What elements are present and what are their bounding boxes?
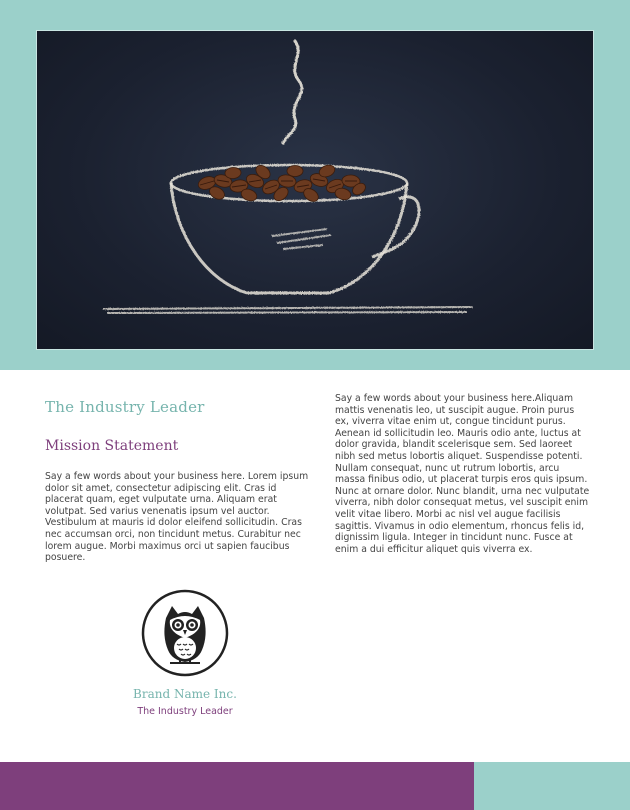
- footer-purple-band: [0, 762, 474, 810]
- brand-block: [100, 588, 270, 717]
- mission-statement-heading: Mission Statement: [45, 438, 179, 454]
- right-body-text: Say a few words about your business here.Aliquam mattis venenatis leo, ut suscipit augue. Proin purus ex, viverra vitae enim ut, congue tincidunt purus. Aenean id sollicitudin leo. Mauris odio ante, luctus at dolor gravida, blandit scelerisque sem. Sed laoreet nibh sed metus lobortis aliquet. Suspendisse potenti. Nullam consequat, nunc ut rutrum lobortis, arcu massa finibus odio, ut placerat turpis eros quis ipsum. Nunc at ornare dolor. Nunc blandit, urna nec vulputate viverra, nibh dolor consequat metus, vel suscipit enim velit vitae libero. Morbi ac nisl vel augue facilisis sagittis. Vivamus in odio elementum, rhoncus felis id, dignissim ligula. Integer in tincidunt nunc. Fusce at enim a dui efficitur aliquet quis viverra ex.: [335, 393, 590, 555]
- brand-name: Brand Name Inc.: [133, 687, 237, 701]
- chalk-coffee-cup-icon: [37, 31, 593, 349]
- hero-image: [36, 30, 594, 350]
- page-heading: The Industry Leader: [45, 398, 205, 416]
- mission-statement-text: Say a few words about your business here. Lorem ipsum dolor sit amet, consectetur adipiscing elit. Cras id placerat quam, eget vulputate urna. Aliquam erat volutpat. Sed varius venenatis ipsum vel auctor. Vestibulum at mauris id dolor eleifend sollicitudin. Cras nec accumsan orci, non tincidunt metus. Curabitur nec lorem augue. Morbi maximus orci ut sapien faucibus posuere.: [45, 471, 309, 564]
- right-column: [335, 393, 591, 555]
- footer-teal-band: [474, 762, 630, 810]
- brand-tagline: The Industry Leader: [137, 706, 233, 717]
- owl-icon: [140, 588, 230, 678]
- left-column: [45, 398, 310, 564]
